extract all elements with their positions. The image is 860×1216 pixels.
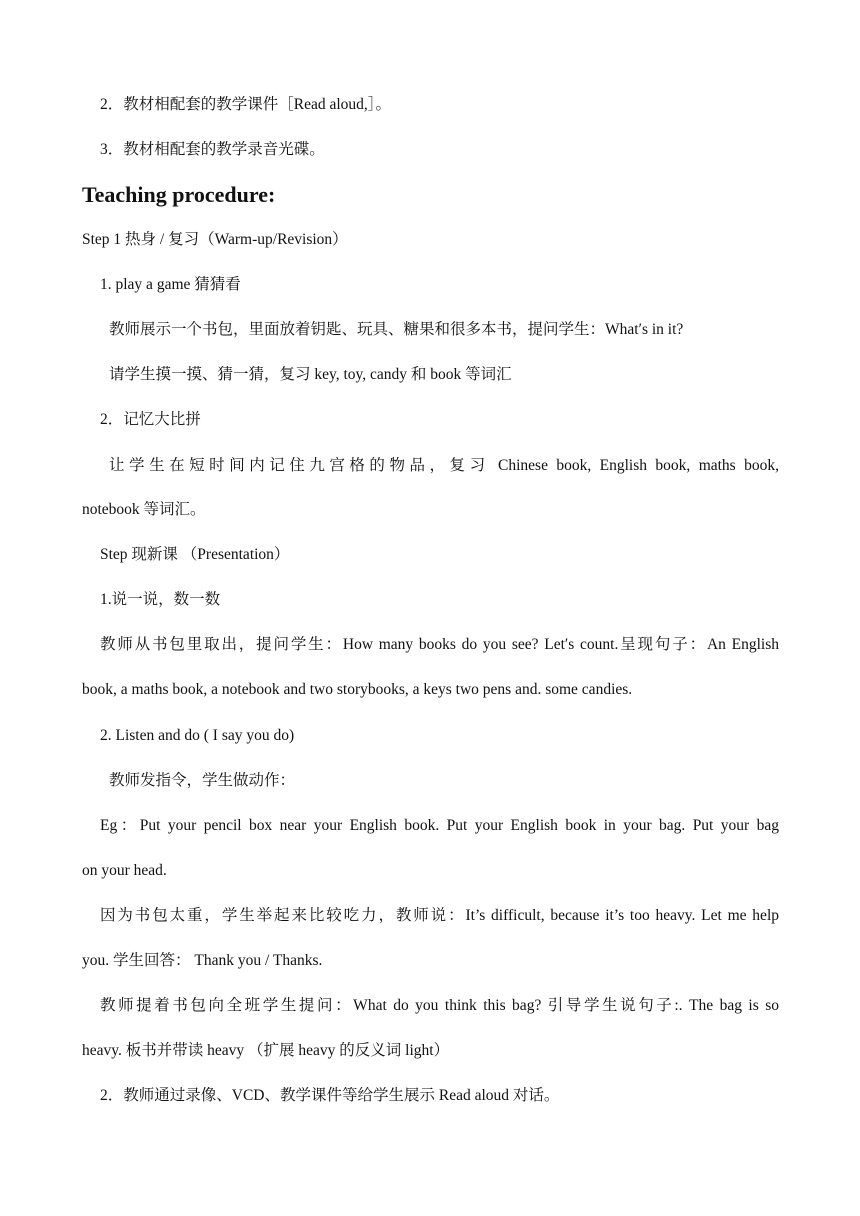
presentation-1-title: 1.说一说，数一数 [100, 591, 221, 608]
step-1-title: Step 1 热身 / 复习（Warm-up/Revision） [82, 231, 348, 248]
activity-1-text-a: 教师展示一个书包，里面放着钥匙、玩具、糖果和很多本书，提问学生：What′s in it? [109, 321, 684, 338]
activity-1-title: 1. play a game 猜猜看 [100, 276, 241, 293]
heavy-bag-text-b: you. 学生回答： Thank you / Thanks. [82, 952, 323, 969]
presentation-2-title: 2. Listen and do ( I say you do) [100, 727, 295, 744]
presentation-1-text-a: 教师从书包里取出，提问学生：How many books do you see? Let′s count.呈现句子：An English [100, 636, 779, 653]
activity-1-text-b: 请学生摸一摸、猜一猜，复习 key, toy, candy 和 book 等词汇 [109, 366, 512, 383]
heavy-bag-text-a: 因为书包太重，学生举起来比较吃力，教师说：It’s difficult, because it’s too heavy. Let me help [100, 907, 779, 924]
step-2-title: Step 现新课 （Presentation） [100, 546, 290, 563]
question-text-b: heavy. 板书并带读 heavy （扩展 heavy 的反义词 light） [82, 1042, 450, 1059]
section-heading: Teaching procedure: [82, 182, 276, 207]
presentation-2-instruction: 教师发指令，学生做动作： [109, 772, 296, 789]
materials-item-2: 2．教材相配套的教学课件［Read aloud,］。 [100, 96, 392, 113]
question-text-a: 教师提着书包向全班学生提问：What do you think this bag? 引导学生说句子:. The bag is so [100, 997, 779, 1014]
presentation-3-text: 2．教师通过录像、VCD、教学课件等给学生展示 Read aloud 对话。 [100, 1087, 560, 1104]
activity-2-text-b: notebook 等词汇。 [82, 501, 206, 518]
example-text-a: Eg：Put your pencil box near your English book. Put your English book in your bag. Put your bag [100, 817, 779, 834]
example-text-b: on your head. [82, 862, 167, 879]
presentation-1-text-b: book, a maths book, a notebook and two storybooks, a keys two pens and. some candies. [82, 681, 633, 698]
materials-item-3: 3．教材相配套的教学录音光碟。 [100, 141, 325, 158]
activity-2-text-a: 让学生在短时间内记住九宫格的物品，复习 Chinese book, English book, maths book, [109, 457, 779, 474]
activity-2-title: 2．记忆大比拼 [100, 411, 201, 428]
